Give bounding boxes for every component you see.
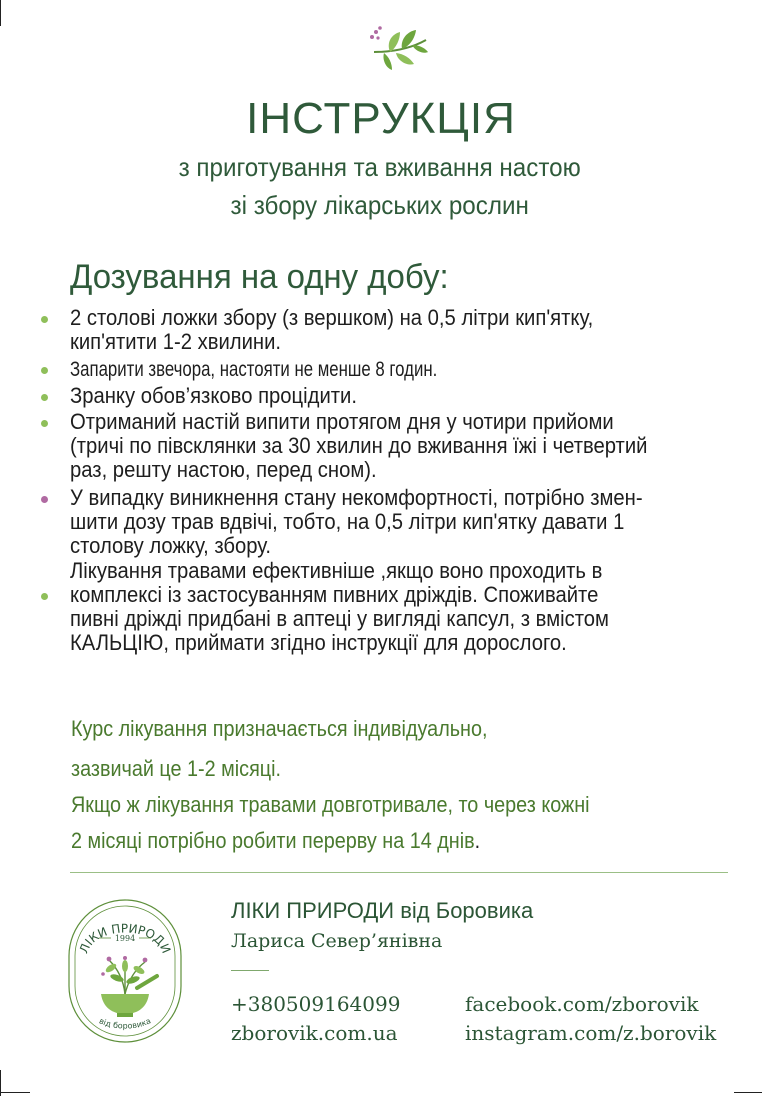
crop-mark-bottom-left-h bbox=[0, 1092, 30, 1093]
footer-brand: ЛІКИ ПРИРОДИ від Боровика bbox=[231, 898, 534, 923]
list-item bbox=[40, 486, 740, 558]
list-item-line: Отриманий настій випити протягом дня у чотири прийоми bbox=[70, 409, 614, 434]
page-subtitle-line2: зі збору лікарських рослин bbox=[230, 190, 529, 220]
list-item-line: шити дозу трав вдвічі, тобто, на 0,5 літри кип'ятку давати 1 bbox=[70, 509, 625, 534]
list-item-line: раз, решту настою, перед сном). bbox=[70, 457, 377, 482]
list-item-line: Лікування травами ефективніше ,якщо воно проходить в bbox=[70, 558, 603, 583]
footer-person: Лариса Север’янівна bbox=[231, 930, 443, 952]
dosage-list bbox=[40, 306, 740, 655]
bullet-dot bbox=[41, 394, 48, 401]
list-item bbox=[40, 559, 740, 655]
brand-logo bbox=[65, 896, 185, 1046]
list-item-line: КАЛЬЦІЮ, приймати згідно інструкції для дорослого. bbox=[70, 630, 567, 655]
list-item-line: Зранку обов’язково процідити. bbox=[70, 383, 357, 408]
crop-mark-bottom-right-h bbox=[734, 1092, 762, 1093]
list-item-line: (тричі по півсклянки за 30 хвилин до вживання їжі і четвертий bbox=[70, 433, 648, 458]
logo-arc-text: ЛІКИ ПРИРОДИ bbox=[76, 921, 174, 956]
course-text-line4-end: . bbox=[474, 828, 481, 853]
footer-website-link[interactable]: zborovik.com.ua bbox=[231, 1021, 398, 1045]
bullet-dot bbox=[41, 496, 48, 503]
section-divider bbox=[70, 872, 728, 873]
list-item bbox=[40, 358, 740, 382]
course-text-line4 bbox=[71, 828, 480, 854]
logo-year: 1994 bbox=[114, 934, 136, 943]
dosage-heading: Дозування на одну добу: bbox=[70, 258, 449, 296]
list-item-line: столову ложку, збору. bbox=[70, 533, 272, 558]
crop-mark-top-left bbox=[0, 0, 1, 26]
footer-short-rule bbox=[231, 970, 269, 971]
footer-phone[interactable]: +380509164099 bbox=[231, 992, 401, 1016]
bullet-dot bbox=[41, 593, 48, 600]
list-item-line: 2 столові ложки збору (з вершком) на 0,5 літри кип'ятку, bbox=[70, 305, 594, 330]
course-text-line2: зазвичай це 1-2 місяці. bbox=[71, 756, 282, 781]
leaf-branch-icon bbox=[368, 22, 430, 72]
page-subtitle-line1: з приготування та вживання настою bbox=[178, 152, 581, 182]
bullet-dot bbox=[41, 420, 48, 427]
course-text-line1: Курс лікування призначається індивідуально, bbox=[71, 716, 488, 741]
list-item bbox=[40, 384, 740, 408]
course-text-line4-main: 2 місяці потрібно робити перерву на 14 днів bbox=[71, 828, 475, 853]
logo-bottom-text: від боровика bbox=[97, 1016, 153, 1031]
list-item-line: Запарити звечора, настояти не менше 8 годин. bbox=[70, 358, 438, 381]
page-title: ІНСТРУКЦІЯ bbox=[246, 94, 516, 143]
list-item-line: пивні дріжді придбані в аптеці у вигляді капсул, з вмістом bbox=[70, 606, 609, 631]
list-item-line: кип'ятити 1-2 хвилини. bbox=[70, 329, 282, 354]
list-item-line: У випадку виникнення стану некомфортності, потрібно змен- bbox=[70, 485, 643, 510]
list-item bbox=[40, 306, 740, 354]
course-text-line3: Якщо ж лікування травами довготривале, то через кожні bbox=[71, 792, 590, 817]
list-item-line: комплексі із застосуванням пивних дріждів. Споживайте bbox=[70, 582, 599, 607]
bullet-dot bbox=[41, 316, 48, 323]
footer-facebook-link[interactable]: facebook.com/zborovik bbox=[465, 992, 699, 1016]
list-item bbox=[40, 410, 740, 482]
bullet-dot bbox=[41, 367, 48, 374]
footer-instagram-link[interactable]: instagram.com/z.borovik bbox=[465, 1021, 717, 1045]
